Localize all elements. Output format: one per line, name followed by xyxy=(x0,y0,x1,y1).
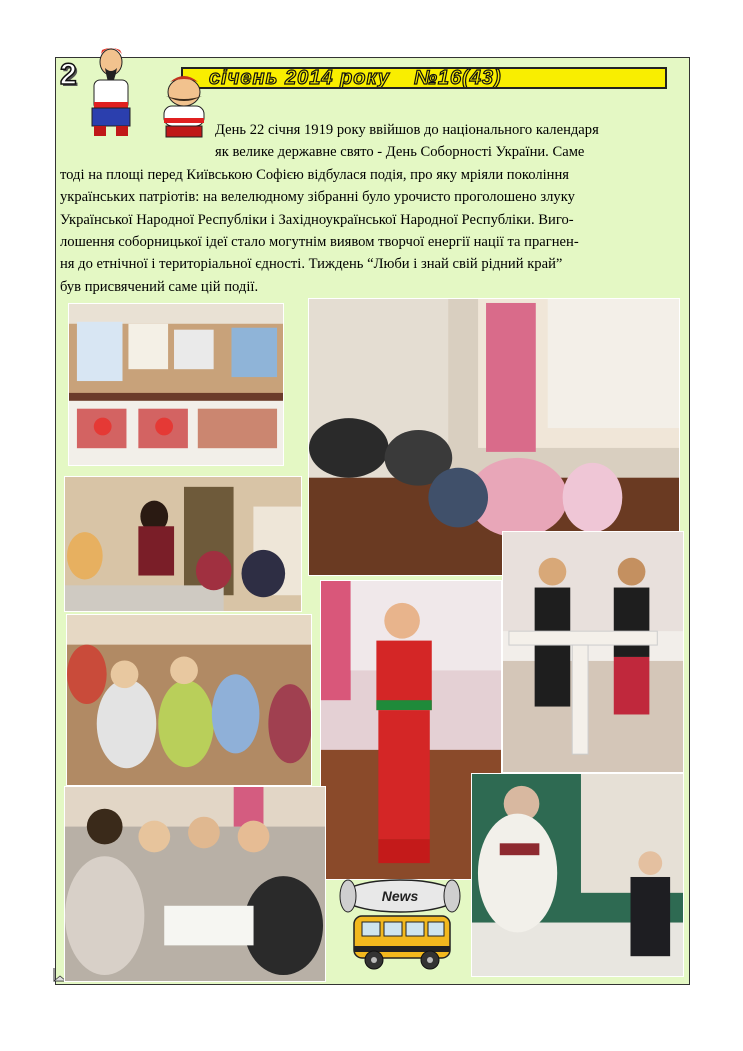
photo-teacher-reading xyxy=(64,476,302,612)
issue-date: січень 2014 року xyxy=(209,67,390,89)
article-line-4: українських патріотів: на велелюдному зібранні було урочисто проголошено злуку xyxy=(60,189,575,206)
article-text xyxy=(60,119,682,298)
issue-number: №16(43) xyxy=(413,67,502,89)
article-line-8: був присвячений саме цій події. xyxy=(60,278,259,295)
news-bus-logo xyxy=(338,868,463,978)
photo-girls-podium xyxy=(502,531,684,773)
article-line-7: ня до етнічної і територіальної єдності. Тиждень “Люби і знай свій рідний край” xyxy=(60,256,563,273)
photo-pupils-writing xyxy=(64,786,326,982)
page-number: 2 xyxy=(60,58,77,91)
article-line-1: День 22 січня 1919 року ввійшов до національного календаря xyxy=(215,122,599,138)
issue-banner xyxy=(181,67,667,89)
article-line-5: Української Народної Республіки і Західноукраїнської Народної Республіки. Виго- xyxy=(60,211,574,228)
article-line-3: тоді на площі перед Київською Софією відбулася подія, про яку мріяли покоління xyxy=(60,166,570,183)
bus-sign-text: News xyxy=(381,888,419,904)
photo-pupils-audience xyxy=(66,614,312,786)
article-line-6: лошення соборницької ідеї стало могутнім виявом творчої енергії нації та прагнен- xyxy=(60,234,579,251)
article-line-2: як велике державне свято - День Соборності України. Саме xyxy=(215,144,585,161)
photo-teacher-embroidered xyxy=(471,773,684,977)
photo-exhibition-table xyxy=(68,303,284,466)
